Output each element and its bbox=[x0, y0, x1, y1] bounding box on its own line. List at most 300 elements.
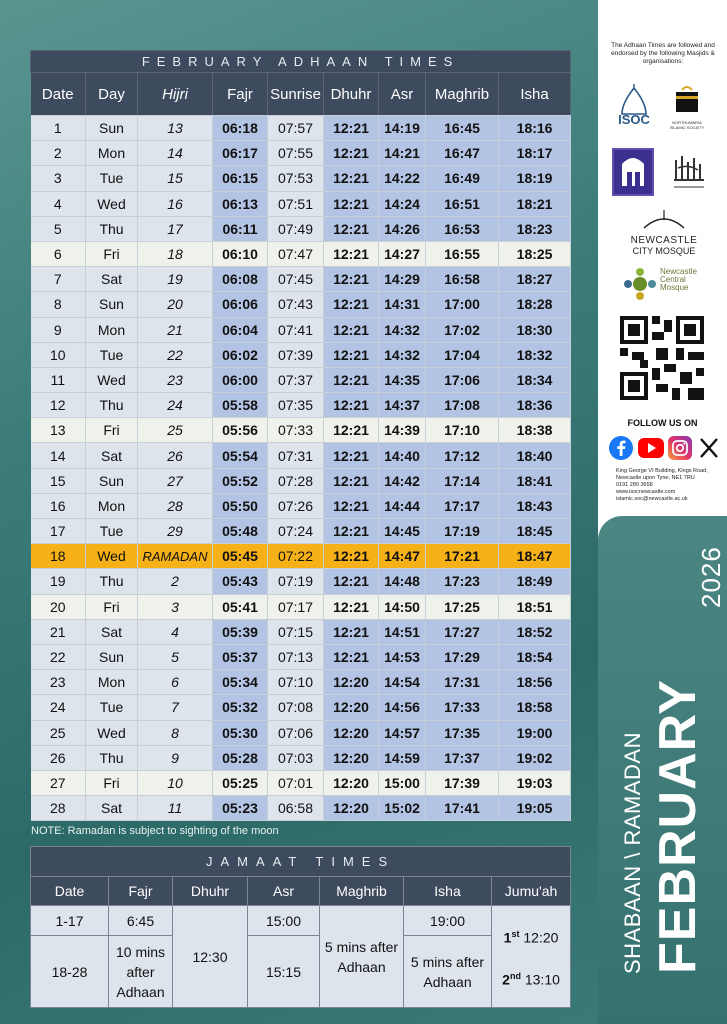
cell-day: Wed bbox=[86, 720, 138, 745]
cell-day: Wed bbox=[86, 191, 138, 216]
cell-dhuhr: 12:21 bbox=[324, 342, 379, 367]
newcastle-central-mosque-logo bbox=[622, 266, 712, 306]
cell-dhuhr: 12:21 bbox=[324, 519, 379, 544]
cell-maghrib: 16:55 bbox=[426, 241, 499, 266]
cell-maghrib: 16:49 bbox=[426, 166, 499, 191]
jamaat-isha-2-line2: Adhaan bbox=[423, 973, 472, 990]
cell-dhuhr: 12:21 bbox=[324, 393, 379, 418]
cell-dhuhr: 12:21 bbox=[324, 141, 379, 166]
cell-maghrib: 17:31 bbox=[426, 670, 499, 695]
cell-hijri: 14 bbox=[138, 141, 213, 166]
cell-sunrise: 07:24 bbox=[268, 519, 324, 544]
x-icon[interactable] bbox=[697, 436, 721, 460]
table-row bbox=[31, 796, 571, 821]
cell-day: Tue bbox=[86, 342, 138, 367]
cell-sunrise: 07:33 bbox=[268, 418, 324, 443]
cell-maghrib: 16:53 bbox=[426, 216, 499, 241]
cell-date: 27 bbox=[31, 770, 86, 795]
cell-dhuhr: 12:20 bbox=[324, 720, 379, 745]
cell-maghrib: 17:21 bbox=[426, 544, 499, 569]
cell-dhuhr: 12:20 bbox=[324, 670, 379, 695]
cell-isha: 19:03 bbox=[499, 770, 571, 795]
cell-dhuhr: 12:20 bbox=[324, 695, 379, 720]
jamaat-fajr-2-line2: after bbox=[126, 963, 155, 980]
cell-hijri: 27 bbox=[138, 468, 213, 493]
table-row bbox=[31, 418, 571, 443]
moon-sighting-note: NOTE: Ramadan is subject to sighting of the moon bbox=[31, 825, 279, 837]
cell-date: 23 bbox=[31, 670, 86, 695]
table-row bbox=[31, 569, 571, 594]
cell-hijri: 19 bbox=[138, 267, 213, 292]
cell-fajr: 06:15 bbox=[213, 166, 268, 191]
cell-day: Fri bbox=[86, 418, 138, 443]
cell-isha: 18:40 bbox=[499, 443, 571, 468]
cell-asr: 14:37 bbox=[379, 393, 426, 418]
jamaat-header-fajr: Fajr bbox=[109, 877, 173, 906]
cell-dhuhr: 12:21 bbox=[324, 493, 379, 518]
cell-date: 1 bbox=[31, 116, 86, 141]
cell-hijri: 17 bbox=[138, 216, 213, 241]
cell-maghrib: 17:23 bbox=[426, 569, 499, 594]
jamaat-header-date: Date bbox=[31, 877, 109, 906]
table-row bbox=[31, 166, 571, 191]
cell-day: Mon bbox=[86, 493, 138, 518]
cell-fajr: 05:56 bbox=[213, 418, 268, 443]
cell-asr: 14:27 bbox=[379, 241, 426, 266]
cell-dhuhr: 12:21 bbox=[324, 191, 379, 216]
cell-hijri: 10 bbox=[138, 770, 213, 795]
cell-fajr: 06:18 bbox=[213, 116, 268, 141]
header-dhuhr: Dhuhr bbox=[324, 73, 379, 116]
cell-fajr: 05:52 bbox=[213, 468, 268, 493]
cell-asr: 14:21 bbox=[379, 141, 426, 166]
cell-fajr: 05:25 bbox=[213, 770, 268, 795]
table-row bbox=[31, 770, 571, 795]
cell-asr: 14:51 bbox=[379, 619, 426, 644]
cell-maghrib: 16:58 bbox=[426, 267, 499, 292]
table-row bbox=[31, 292, 571, 317]
cell-isha: 18:32 bbox=[499, 342, 571, 367]
cell-isha: 19:02 bbox=[499, 745, 571, 770]
cell-asr: 15:00 bbox=[379, 770, 426, 795]
cell-sunrise: 07:45 bbox=[268, 267, 324, 292]
cell-day: Sun bbox=[86, 292, 138, 317]
header-sunrise: Sunrise bbox=[268, 73, 324, 116]
instagram-icon[interactable] bbox=[668, 436, 692, 460]
cell-fajr: 05:58 bbox=[213, 393, 268, 418]
cell-date: 2 bbox=[31, 141, 86, 166]
cell-asr: 14:56 bbox=[379, 695, 426, 720]
cell-maghrib: 17:27 bbox=[426, 619, 499, 644]
northumbria-logo bbox=[664, 86, 710, 134]
jumuah-2-suffix: nd bbox=[509, 970, 521, 981]
cell-isha: 18:21 bbox=[499, 191, 571, 216]
cell-sunrise: 07:22 bbox=[268, 544, 324, 569]
central-line3: Mosque bbox=[660, 283, 689, 292]
cell-asr: 14:32 bbox=[379, 342, 426, 367]
newcastle-city-line2: CITY MOSQUE bbox=[632, 246, 696, 256]
cell-asr: 14:24 bbox=[379, 191, 426, 216]
jamaat-maghrib-line2: Adhaan bbox=[337, 958, 386, 975]
cell-asr: 14:47 bbox=[379, 544, 426, 569]
jamaat-fajr-2-line3: Adhaan bbox=[116, 983, 165, 1000]
table-row bbox=[31, 544, 571, 569]
table-row bbox=[31, 216, 571, 241]
jamaat-jumuah bbox=[492, 906, 571, 1008]
cell-sunrise: 07:06 bbox=[268, 720, 324, 745]
cell-sunrise: 07:03 bbox=[268, 745, 324, 770]
cell-asr: 14:50 bbox=[379, 594, 426, 619]
qr-code[interactable] bbox=[620, 316, 704, 400]
contact-address bbox=[616, 468, 726, 503]
cell-day: Sat bbox=[86, 443, 138, 468]
cell-day: Thu bbox=[86, 393, 138, 418]
jamaat-isha-2-line1: 5 mins after bbox=[410, 953, 485, 970]
cell-hijri: 7 bbox=[138, 695, 213, 720]
table-row bbox=[31, 468, 571, 493]
cell-maghrib: 16:51 bbox=[426, 191, 499, 216]
jumuah-1-ordinal: 1 bbox=[503, 929, 512, 946]
cell-sunrise: 07:01 bbox=[268, 770, 324, 795]
cell-hijri: 28 bbox=[138, 493, 213, 518]
jamaat-title: JAMAAT TIMES bbox=[31, 847, 571, 877]
cell-day: Thu bbox=[86, 569, 138, 594]
table-row bbox=[31, 342, 571, 367]
cell-sunrise: 06:58 bbox=[268, 796, 324, 821]
cell-date: 28 bbox=[31, 796, 86, 821]
cell-sunrise: 07:47 bbox=[268, 241, 324, 266]
cell-day: Fri bbox=[86, 241, 138, 266]
cell-dhuhr: 12:21 bbox=[324, 418, 379, 443]
cell-maghrib: 16:47 bbox=[426, 141, 499, 166]
cell-isha: 19:05 bbox=[499, 796, 571, 821]
cell-day: Thu bbox=[86, 216, 138, 241]
cell-isha: 18:49 bbox=[499, 569, 571, 594]
cell-asr: 14:22 bbox=[379, 166, 426, 191]
cell-maghrib: 17:33 bbox=[426, 695, 499, 720]
cell-dhuhr: 12:20 bbox=[324, 796, 379, 821]
cell-dhuhr: 12:20 bbox=[324, 745, 379, 770]
table-row bbox=[31, 493, 571, 518]
cell-dhuhr: 12:21 bbox=[324, 367, 379, 392]
banner-subtitle: SHABAAN \ RAMADAN bbox=[620, 732, 645, 974]
cell-dhuhr: 12:21 bbox=[324, 241, 379, 266]
cell-dhuhr: 12:21 bbox=[324, 116, 379, 141]
cell-dhuhr: 12:21 bbox=[324, 468, 379, 493]
email-link[interactable]: islamic.soc@newcastle.ac.uk bbox=[616, 496, 688, 502]
cell-maghrib: 17:17 bbox=[426, 493, 499, 518]
cell-maghrib: 17:19 bbox=[426, 519, 499, 544]
cell-date: 12 bbox=[31, 393, 86, 418]
cell-hijri: 23 bbox=[138, 367, 213, 392]
cell-hijri: 25 bbox=[138, 418, 213, 443]
cell-sunrise: 07:57 bbox=[268, 116, 324, 141]
cell-asr: 14:57 bbox=[379, 720, 426, 745]
table-row bbox=[31, 393, 571, 418]
cell-hijri: 29 bbox=[138, 519, 213, 544]
cell-isha: 18:19 bbox=[499, 166, 571, 191]
table-row bbox=[31, 116, 571, 141]
cell-day: Fri bbox=[86, 594, 138, 619]
cell-hijri: 8 bbox=[138, 720, 213, 745]
cell-fajr: 06:13 bbox=[213, 191, 268, 216]
cell-date: 13 bbox=[31, 418, 86, 443]
cell-asr: 15:02 bbox=[379, 796, 426, 821]
jamaat-fajr-2 bbox=[109, 936, 173, 1008]
cell-date: 17 bbox=[31, 519, 86, 544]
cell-day: Mon bbox=[86, 141, 138, 166]
cell-isha: 18:43 bbox=[499, 493, 571, 518]
cell-hijri: 4 bbox=[138, 619, 213, 644]
cell-isha: 18:16 bbox=[499, 116, 571, 141]
cell-date: 16 bbox=[31, 493, 86, 518]
cell-sunrise: 07:37 bbox=[268, 367, 324, 392]
cell-sunrise: 07:55 bbox=[268, 141, 324, 166]
cell-date: 3 bbox=[31, 166, 86, 191]
cell-fajr: 06:04 bbox=[213, 317, 268, 342]
central-line2: Central bbox=[660, 275, 686, 284]
cell-sunrise: 07:15 bbox=[268, 619, 324, 644]
cell-maghrib: 17:04 bbox=[426, 342, 499, 367]
cell-day: Sat bbox=[86, 267, 138, 292]
cell-fajr: 05:50 bbox=[213, 493, 268, 518]
cell-asr: 14:59 bbox=[379, 745, 426, 770]
cell-isha: 18:38 bbox=[499, 418, 571, 443]
cell-sunrise: 07:26 bbox=[268, 493, 324, 518]
cell-fajr: 05:39 bbox=[213, 619, 268, 644]
cell-isha: 18:41 bbox=[499, 468, 571, 493]
cell-maghrib: 17:29 bbox=[426, 644, 499, 669]
jamaat-times-table bbox=[30, 846, 571, 1008]
cell-maghrib: 17:37 bbox=[426, 745, 499, 770]
cell-sunrise: 07:41 bbox=[268, 317, 324, 342]
central-line1: Newcastle bbox=[660, 267, 697, 276]
cell-fajr: 06:10 bbox=[213, 241, 268, 266]
table-row bbox=[31, 720, 571, 745]
cell-date: 7 bbox=[31, 267, 86, 292]
cell-date: 4 bbox=[31, 191, 86, 216]
cell-sunrise: 07:35 bbox=[268, 393, 324, 418]
table-row bbox=[31, 519, 571, 544]
cell-fajr: 06:11 bbox=[213, 216, 268, 241]
cell-fajr: 05:32 bbox=[213, 695, 268, 720]
jumuah-1-time: 12:20 bbox=[523, 929, 559, 946]
header-isha: Isha bbox=[499, 73, 571, 116]
cell-fajr: 05:45 bbox=[213, 544, 268, 569]
cell-maghrib: 17:10 bbox=[426, 418, 499, 443]
cell-asr: 14:48 bbox=[379, 569, 426, 594]
cell-isha: 19:00 bbox=[499, 720, 571, 745]
cell-day: Sun bbox=[86, 644, 138, 669]
cell-hijri: RAMADAN bbox=[138, 544, 213, 569]
cell-hijri: 26 bbox=[138, 443, 213, 468]
cell-dhuhr: 12:21 bbox=[324, 544, 379, 569]
northumbria-logo-label: NORTHUMBRIA ISLAMIC SOCIETY bbox=[669, 120, 705, 130]
cell-maghrib: 16:45 bbox=[426, 116, 499, 141]
jamaat-range-2: 18-28 bbox=[31, 936, 109, 1008]
jamaat-isha-1: 19:00 bbox=[404, 906, 492, 936]
cell-hijri: 2 bbox=[138, 569, 213, 594]
cell-fajr: 05:30 bbox=[213, 720, 268, 745]
cell-day: Tue bbox=[86, 519, 138, 544]
adhaan-times-table bbox=[30, 50, 571, 821]
cell-sunrise: 07:08 bbox=[268, 695, 324, 720]
cell-sunrise: 07:28 bbox=[268, 468, 324, 493]
cell-sunrise: 07:51 bbox=[268, 191, 324, 216]
cell-maghrib: 17:02 bbox=[426, 317, 499, 342]
cell-isha: 18:28 bbox=[499, 292, 571, 317]
cell-sunrise: 07:49 bbox=[268, 216, 324, 241]
jamaat-dhuhr: 12:30 bbox=[173, 906, 248, 1008]
cell-sunrise: 07:43 bbox=[268, 292, 324, 317]
jamaat-header-jumuah: Jumu'ah bbox=[492, 877, 571, 906]
cell-hijri: 6 bbox=[138, 670, 213, 695]
cell-dhuhr: 12:21 bbox=[324, 216, 379, 241]
cell-hijri: 20 bbox=[138, 292, 213, 317]
cell-dhuhr: 12:21 bbox=[324, 644, 379, 669]
cell-dhuhr: 12:21 bbox=[324, 619, 379, 644]
table-row bbox=[31, 443, 571, 468]
cell-maghrib: 17:35 bbox=[426, 720, 499, 745]
jumuah-1-suffix: st bbox=[511, 928, 520, 939]
cell-maghrib: 17:00 bbox=[426, 292, 499, 317]
cell-asr: 14:44 bbox=[379, 493, 426, 518]
cell-fajr: 05:43 bbox=[213, 569, 268, 594]
cell-date: 8 bbox=[31, 292, 86, 317]
cell-maghrib: 17:14 bbox=[426, 468, 499, 493]
cell-dhuhr: 12:21 bbox=[324, 594, 379, 619]
header-maghrib: Maghrib bbox=[426, 73, 499, 116]
jamaat-asr-1: 15:00 bbox=[248, 906, 320, 936]
jamaat-header-isha: Isha bbox=[404, 877, 492, 906]
cell-isha: 18:23 bbox=[499, 216, 571, 241]
jamaat-header-dhuhr: Dhuhr bbox=[173, 877, 248, 906]
cell-date: 21 bbox=[31, 619, 86, 644]
header-day: Day bbox=[86, 73, 138, 116]
cell-isha: 18:25 bbox=[499, 241, 571, 266]
cell-asr: 14:32 bbox=[379, 317, 426, 342]
cell-day: Sat bbox=[86, 796, 138, 821]
cell-fajr: 06:08 bbox=[213, 267, 268, 292]
cell-asr: 14:31 bbox=[379, 292, 426, 317]
cell-isha: 18:36 bbox=[499, 393, 571, 418]
cell-dhuhr: 12:21 bbox=[324, 443, 379, 468]
masjid-logo-purple bbox=[612, 148, 654, 196]
cell-hijri: 11 bbox=[138, 796, 213, 821]
isoc-logo-label: ISOC bbox=[618, 112, 650, 127]
cell-asr: 14:35 bbox=[379, 367, 426, 392]
cell-dhuhr: 12:21 bbox=[324, 267, 379, 292]
follow-us-label: FOLLOW US ON bbox=[627, 418, 698, 428]
cell-date: 19 bbox=[31, 569, 86, 594]
cell-dhuhr: 12:21 bbox=[324, 317, 379, 342]
table-row bbox=[31, 191, 571, 216]
banner-month: FEBRUARY bbox=[649, 679, 707, 974]
website-link[interactable]: www.isocnewcastle.com bbox=[616, 489, 676, 495]
cell-date: 6 bbox=[31, 241, 86, 266]
facebook-icon[interactable] bbox=[609, 436, 633, 460]
cell-date: 24 bbox=[31, 695, 86, 720]
cell-day: Mon bbox=[86, 317, 138, 342]
cell-hijri: 13 bbox=[138, 116, 213, 141]
cell-date: 9 bbox=[31, 317, 86, 342]
jumuah-2-time: 13:10 bbox=[524, 971, 560, 988]
jumuah-2-ordinal: 2 bbox=[502, 971, 510, 988]
jamaat-header-maghrib: Maghrib bbox=[320, 877, 404, 906]
table-row bbox=[31, 367, 571, 392]
cell-asr: 14:26 bbox=[379, 216, 426, 241]
cell-day: Sun bbox=[86, 116, 138, 141]
cell-asr: 14:39 bbox=[379, 418, 426, 443]
cell-maghrib: 17:25 bbox=[426, 594, 499, 619]
cell-sunrise: 07:39 bbox=[268, 342, 324, 367]
cell-dhuhr: 12:21 bbox=[324, 292, 379, 317]
jamaat-range-1: 1-17 bbox=[31, 906, 109, 936]
cell-hijri: 3 bbox=[138, 594, 213, 619]
header-hijri: Hijri bbox=[138, 73, 213, 116]
jamaat-fajr-1: 6:45 bbox=[109, 906, 173, 936]
cell-date: 11 bbox=[31, 367, 86, 392]
cell-hijri: 9 bbox=[138, 745, 213, 770]
cell-fajr: 05:54 bbox=[213, 443, 268, 468]
cell-maghrib: 17:41 bbox=[426, 796, 499, 821]
cell-maghrib: 17:08 bbox=[426, 393, 499, 418]
table-row bbox=[31, 619, 571, 644]
cell-day: Sun bbox=[86, 468, 138, 493]
newcastle-city-line1: NEWCASTLE bbox=[630, 235, 698, 246]
youtube-icon[interactable] bbox=[638, 438, 664, 458]
table-row bbox=[31, 317, 571, 342]
cell-hijri: 22 bbox=[138, 342, 213, 367]
address-line: Newcastle upon Tyne, NE1 7RU bbox=[616, 475, 695, 481]
cell-hijri: 18 bbox=[138, 241, 213, 266]
cell-sunrise: 07:31 bbox=[268, 443, 324, 468]
cell-isha: 18:47 bbox=[499, 544, 571, 569]
cell-sunrise: 07:53 bbox=[268, 166, 324, 191]
cell-asr: 14:29 bbox=[379, 267, 426, 292]
table-row bbox=[31, 141, 571, 166]
cell-fajr: 06:17 bbox=[213, 141, 268, 166]
cell-dhuhr: 12:21 bbox=[324, 166, 379, 191]
cell-hijri: 21 bbox=[138, 317, 213, 342]
cell-day: Thu bbox=[86, 745, 138, 770]
jamaat-maghrib bbox=[320, 906, 404, 1008]
cell-asr: 14:19 bbox=[379, 116, 426, 141]
table-row bbox=[31, 241, 571, 266]
address-line: King George VI Building, Kings Road, bbox=[616, 468, 708, 474]
jamaat-isha-2 bbox=[404, 936, 492, 1008]
cell-sunrise: 07:10 bbox=[268, 670, 324, 695]
cell-hijri: 15 bbox=[138, 166, 213, 191]
endorsement-text: The Adhaan Times are followed and endorsed by the following Masjids & organisations: bbox=[611, 42, 715, 65]
cell-fajr: 06:00 bbox=[213, 367, 268, 392]
cell-maghrib: 17:39 bbox=[426, 770, 499, 795]
table-row bbox=[31, 745, 571, 770]
cell-isha: 18:56 bbox=[499, 670, 571, 695]
cell-isha: 18:51 bbox=[499, 594, 571, 619]
cell-day: Tue bbox=[86, 166, 138, 191]
cell-fajr: 05:23 bbox=[213, 796, 268, 821]
cell-date: 20 bbox=[31, 594, 86, 619]
cell-hijri: 16 bbox=[138, 191, 213, 216]
table-row bbox=[31, 594, 571, 619]
jamaat-maghrib-line1: 5 mins after bbox=[324, 938, 399, 955]
cell-fajr: 05:28 bbox=[213, 745, 268, 770]
cell-isha: 18:17 bbox=[499, 141, 571, 166]
cell-isha: 18:27 bbox=[499, 267, 571, 292]
cell-fajr: 05:41 bbox=[213, 594, 268, 619]
newcastle-city-mosque-logo bbox=[624, 208, 704, 258]
